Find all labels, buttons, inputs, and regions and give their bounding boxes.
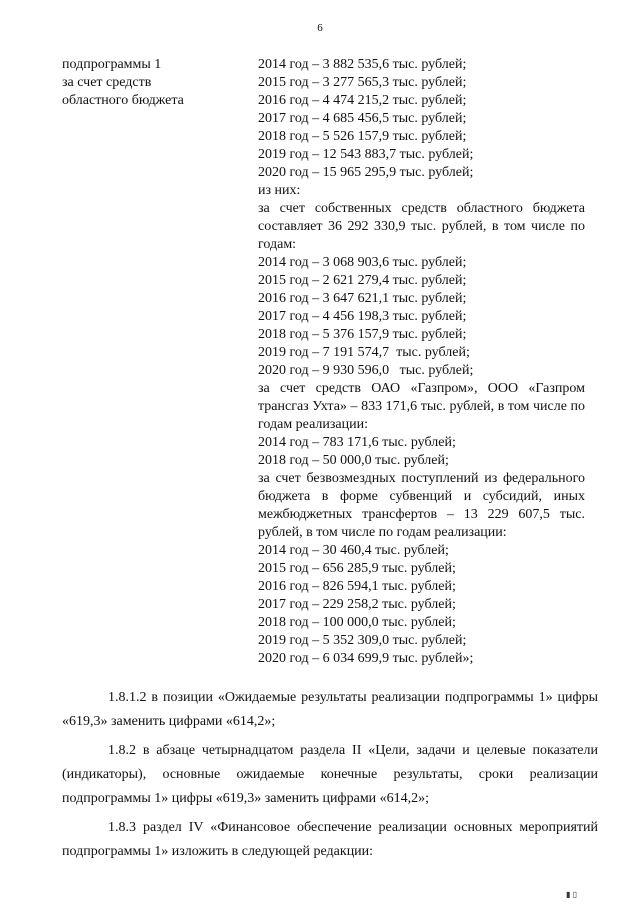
own-funds-year-line: 2018 год – 5 376 157,9 тыс. рублей; <box>258 327 467 342</box>
funding-details-cell <box>258 56 585 668</box>
own-funds-year-line: 2017 год – 4 456 198,3 тыс. рублей; <box>258 309 467 324</box>
federal-year-line: 2016 год – 826 594,1 тыс. рублей; <box>258 579 456 594</box>
own-funds-year-line: 2019 год – 7 191 574,7 тыс. рублей; <box>258 345 470 360</box>
amendment-paragraphs <box>62 686 598 869</box>
row-label-cell <box>62 56 242 110</box>
scan-mark: ▮ ▯ <box>566 890 578 899</box>
own-funds-year-line: 2015 год – 2 621 279,4 тыс. рублей; <box>258 273 467 288</box>
row-label-line: областного бюджета <box>62 93 184 108</box>
row-label-line: подпрограммы 1 <box>62 57 162 72</box>
totals-year-line: 2015 год – 3 277 565,3 тыс. рублей; <box>258 75 467 90</box>
row-label-line: за счет средств <box>62 75 152 90</box>
of-which-label: из них: <box>258 183 301 198</box>
totals-year-line: 2014 год – 3 882 535,6 тыс. рублей; <box>258 57 467 72</box>
own-funds-intro: за счет собственных средств областного бюджета составляет 36 292 330,9 тыс. рублей, в том числе по годам: <box>258 201 585 252</box>
own-funds-year-line: 2020 год – 9 930 596,0 тыс. рублей; <box>258 363 474 378</box>
federal-year-line: 2019 год – 5 352 309,0 тыс. рублей; <box>258 633 467 648</box>
federal-year-line: 2018 год – 100 000,0 тыс. рублей; <box>258 615 456 630</box>
totals-list <box>258 56 585 182</box>
own-funds-year-line: 2016 год – 3 647 621,1 тыс. рублей; <box>258 291 467 306</box>
totals-year-line: 2017 год – 4 685 456,5 тыс. рублей; <box>258 111 467 126</box>
page-number: 6 <box>317 22 323 34</box>
own-funds-list <box>258 254 585 380</box>
gazprom-intro: за счет средств ОАО «Газпром», ООО «Газпром трансгаз Ухта» – 833 171,6 тыс. рублей, в том числе по годам реализации: <box>258 381 585 432</box>
totals-year-line: 2016 год – 4 474 215,2 тыс. рублей; <box>258 93 467 108</box>
totals-year-line: 2020 год – 15 965 295,9 тыс. рублей; <box>258 165 474 180</box>
federal-year-line: 2014 год – 30 460,4 тыс. рублей; <box>258 543 449 558</box>
totals-year-line: 2018 год – 5 526 157,9 тыс. рублей; <box>258 129 467 144</box>
own-funds-year-line: 2014 год – 3 068 903,6 тыс. рублей; <box>258 255 467 270</box>
federal-year-line: 2015 год – 656 285,9 тыс. рублей; <box>258 561 456 576</box>
gazprom-list <box>258 434 585 470</box>
gazprom-year-line: 2018 год – 50 000,0 тыс. рублей; <box>258 453 449 468</box>
totals-year-line: 2019 год – 12 543 883,7 тыс. рублей; <box>258 147 474 162</box>
federal-intro: за счет безвозмездных поступлений из федерального бюджета в форме субвенций и субсидий, иных межбюджетных трансфертов – 13 229 607,5 тыс. рублей, в том числе по годам реализации: <box>258 471 585 540</box>
amendment-paragraph: 1.8.2 в абзаце четырнадцатом раздела II «Цели, задачи и целевые показатели (индикаторы), основные ожидаемые конечные результаты, сроки реализации подпрограммы 1» цифры «619,3» заменить цифрами «614,2»; <box>62 743 598 806</box>
gazprom-year-line: 2014 год – 783 171,6 тыс. рублей; <box>258 435 456 450</box>
amendment-paragraph: 1.8.3 раздел IV «Финансовое обеспечение реализации основных мероприятий подпрограммы 1» изложить в следующей редакции: <box>62 820 598 859</box>
federal-list <box>258 542 585 668</box>
federal-year-line: 2020 год – 6 034 699,9 тыс. рублей»; <box>258 651 474 666</box>
amendment-paragraph: 1.8.1.2 в позиции «Ожидаемые результаты реализации подпрограммы 1» цифры «619,3» заменить цифрами «614,2»; <box>62 690 598 729</box>
federal-year-line: 2017 год – 229 258,2 тыс. рублей; <box>258 597 456 612</box>
